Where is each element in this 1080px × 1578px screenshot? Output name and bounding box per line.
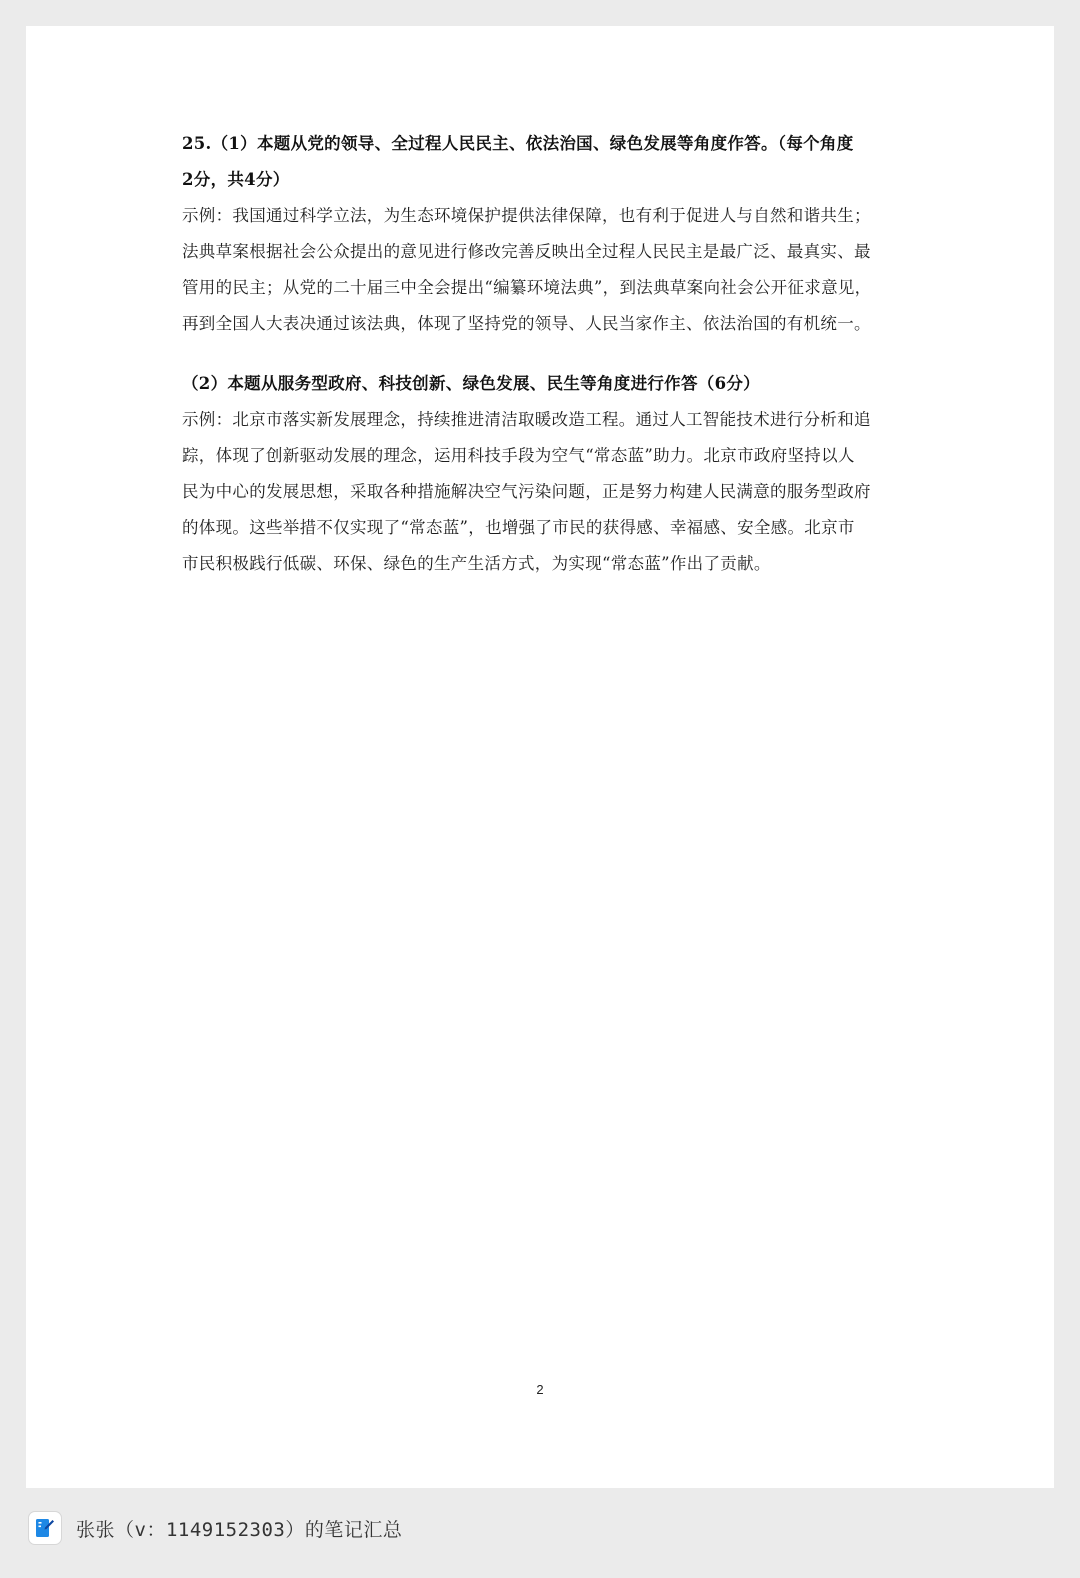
q1-heading-line: 2分，共4分） — [182, 170, 290, 189]
q2-answer-line: 的体现。这些举措不仅实现了“常态蓝”，也增强了市民的获得感、幸福感、安全感。北京市 — [182, 518, 855, 537]
q2-heading — [182, 366, 942, 402]
footer-bar — [28, 1510, 402, 1546]
q2-heading-line: （2）本题从服务型政府、科技创新、绿色发展、民生等角度进行作答（6分） — [182, 374, 760, 393]
notes-app-icon[interactable] — [28, 1511, 62, 1545]
q2-answer-line: 踪，体现了创新驱动发展的理念，运用科技手段为空气“常态蓝”助力。北京市政府坚持以人 — [182, 446, 855, 465]
q1-answer-line: 示例：我国通过科学立法，为生态环境保护提供法律保障，也有利于促进人与自然和谐共生； — [182, 206, 871, 225]
q2-answer-line: 市民积极践行低碳、环保、绿色的生产生活方式，为实现“常态蓝”作出了贡献。 — [182, 554, 771, 573]
document-content — [182, 126, 942, 582]
q2-answer-line: 示例：北京市落实新发展理念，持续推进清洁取暖改造工程。通过人工智能技术进行分析和追 — [182, 410, 871, 429]
q1-answer-line: 再到全国人大表决通过该法典，体现了坚持党的领导、人民当家作主、依法治国的有机统一。 — [182, 314, 871, 333]
footer-text: 张张（v：1149152303）的笔记汇总 — [76, 1518, 403, 1541]
document-page — [26, 26, 1054, 1488]
q1-heading-line: 25.（1）本题从党的领导、全过程人民民主、依法治国、绿色发展等角度作答。（每个角度 — [182, 134, 854, 153]
q2-answer — [182, 402, 942, 582]
section-spacer — [182, 342, 942, 366]
page-number: 2 — [536, 1382, 544, 1397]
q1-answer-line: 法典草案根据社会公众提出的意见进行修改完善反映出全过程人民民主是最广泛、最真实、最 — [182, 242, 871, 261]
q2-answer-line: 民为中心的发展思想，采取各种措施解决空气污染问题，正是努力构建人民满意的服务型政府 — [182, 482, 871, 501]
q1-answer — [182, 198, 942, 342]
q1-answer-line: 管用的民主；从党的二十届三中全会提出“编纂环境法典”，到法典草案向社会公开征求意见， — [182, 278, 872, 297]
q1-heading — [182, 126, 942, 198]
